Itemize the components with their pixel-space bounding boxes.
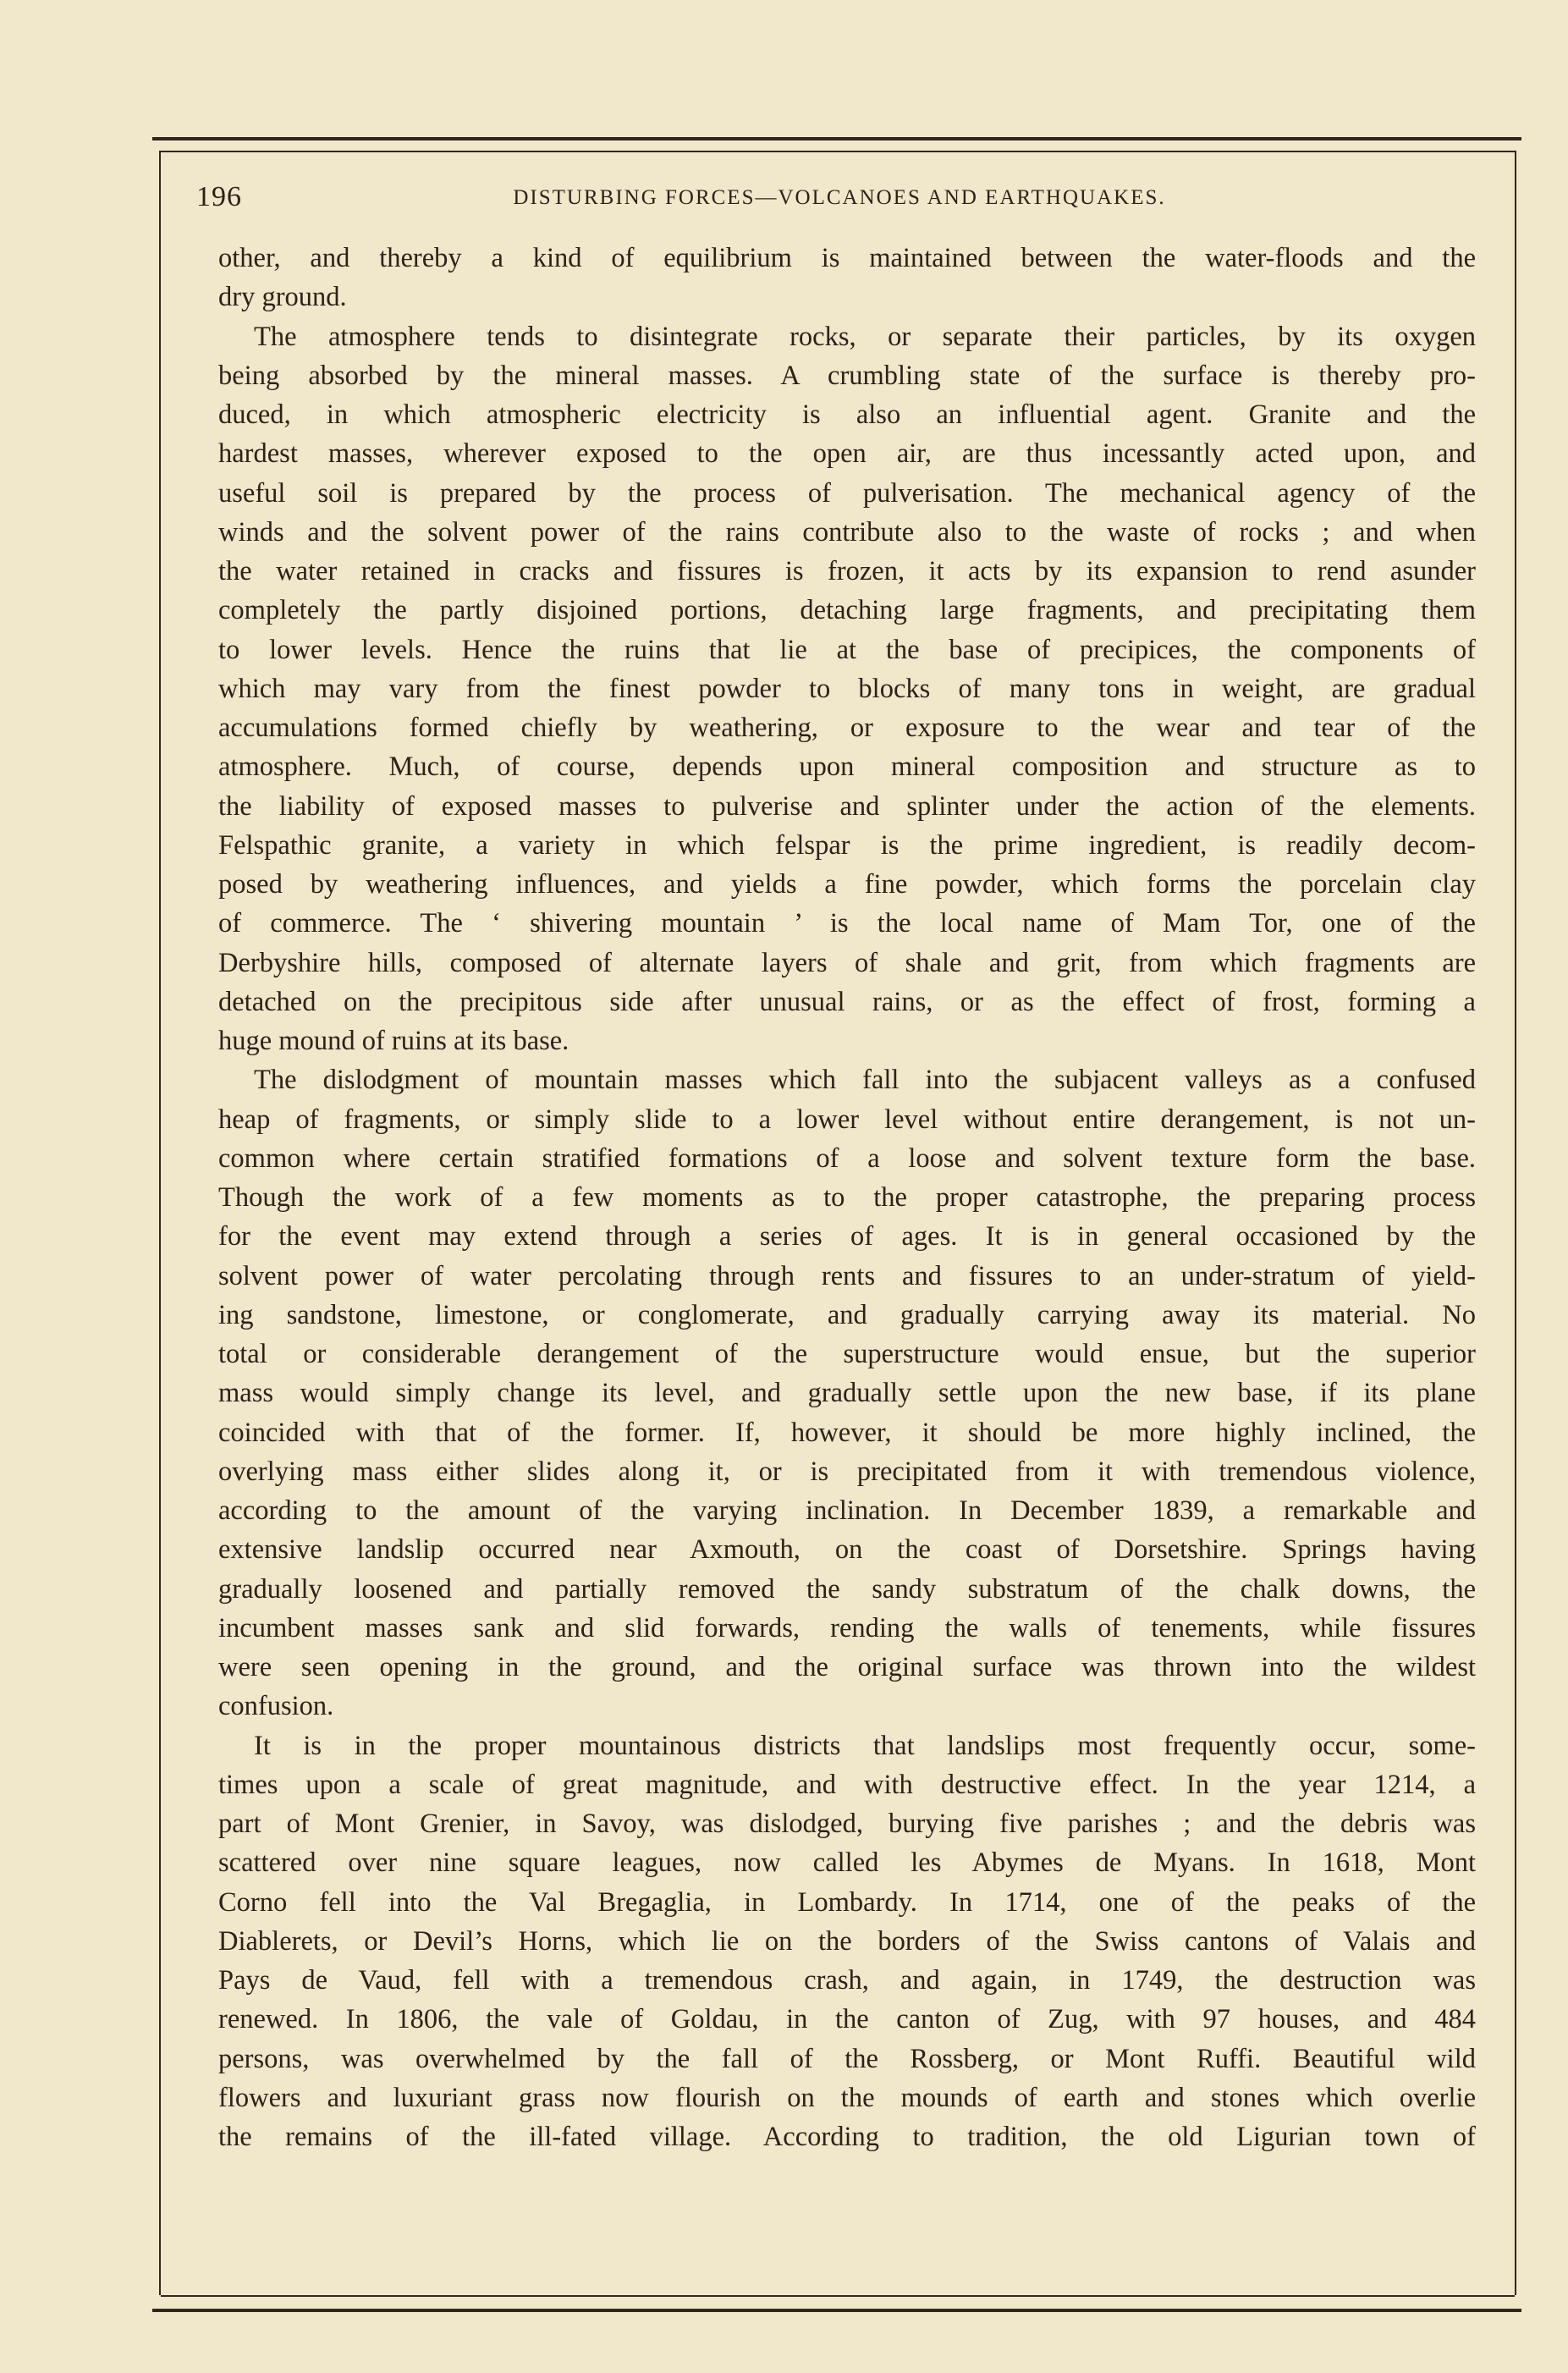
text-line: Though the work of a few moments as to the proper catastrophe, the preparing process	[218, 1182, 1476, 1213]
text-line: posed by weathering influences, and yields a fine powder, which forms the porcelain clay	[218, 869, 1476, 900]
text-line: It is in the proper mountainous districts that landslips most frequently occur, some-	[254, 1730, 1476, 1761]
text-line: huge mound of ruins at its base.	[218, 1026, 569, 1056]
text-line: persons, was overwhelmed by the fall of the Rossberg, or Mont Ruffi. Beautiful wild	[218, 2043, 1476, 2074]
bottom-border-thick	[152, 2309, 1521, 2312]
text-line: of commerce. The ‘ shivering mountain ’ is the local name of Mam Tor, one of the	[218, 908, 1476, 939]
text-line: which may vary from the finest powder to blocks of many tons in weight, are gradual	[218, 673, 1476, 704]
text-line: winds and the solvent power of the rains contribute also to the waste of rocks ; and when	[218, 516, 1476, 548]
text-line: dry ground.	[218, 282, 347, 313]
text-line: Felspathic granite, a variety in which felspar is the prime ingredient, is readily decom-	[218, 829, 1476, 861]
text-line: were seen opening in the ground, and the original surface was thrown into the wildest	[218, 1652, 1476, 1682]
text-line: The dislodgment of mountain masses which fall into the subjacent valleys as a confused	[254, 1065, 1476, 1096]
page-header	[196, 181, 1483, 215]
text-line: incumbent masses sank and slid forwards, rending the walls of tenements, while fissures	[218, 1612, 1476, 1643]
text-line: detached on the precipitous side after unusual rains, or as the effect of frost, forming a	[218, 986, 1476, 1017]
text-line: according to the amount of the varying inclination. In December 1839, a remarkable and	[218, 1495, 1476, 1526]
text-line: for the event may extend through a series of ages. It is in general occasioned by the	[218, 1221, 1476, 1253]
text-line: Pays de Vaud, fell with a tremendous crash, and again, in 1749, the destruction was	[218, 1965, 1476, 1996]
text-line: part of Mont Grenier, in Savoy, was dislodged, burying five parishes ; and the debris was	[218, 1809, 1476, 1839]
text-line: solvent power of water percolating through rents and fissures to an under-stratum of yield-	[218, 1260, 1476, 1291]
text-line: useful soil is prepared by the process of pulverisation. The mechanical agency of the	[218, 477, 1476, 509]
text-line: to lower levels. Hence the ruins that lie at the base of precipices, the components of	[218, 634, 1476, 665]
text-line: scattered over nine square leagues, now called les Abymes de Myans. In 1618, Mont	[218, 1847, 1476, 1879]
right-border	[1515, 151, 1516, 2295]
text-line: hardest masses, wherever exposed to the open air, are thus incessantly acted upon, and	[218, 438, 1476, 470]
text-line: common where certain stratified formations of a loose and solvent texture form the base.	[218, 1142, 1476, 1174]
text-line: extensive landslip occurred near Axmouth, on the coast of Dorsetshire. Springs having	[218, 1534, 1476, 1566]
text-line: atmosphere. Much, of course, depends upon mineral composition and structure as to	[218, 752, 1476, 783]
text-line: overlying mass either slides along it, or is precipitated from it with tremendous violence,	[218, 1456, 1476, 1487]
text-line: heap of fragments, or simply slide to a lower level without entire derangement, is not un-	[218, 1104, 1476, 1135]
body-text	[218, 239, 1476, 2156]
bottom-border-thin	[161, 2295, 1515, 2297]
text-line: confusion.	[218, 1691, 334, 1722]
top-border-thin	[161, 151, 1515, 152]
text-line: the remains of the ill-fated village. According to tradition, the old Ligurian town of	[218, 2122, 1476, 2152]
text-line: mass would simply change its level, and gradually settle upon the new base, if its plane	[218, 1378, 1476, 1409]
text-line: Diablerets, or Devil’s Horns, which lie on the borders of the Swiss cantons of Valais and	[218, 1925, 1476, 1957]
text-line: duced, in which atmospheric electricity is also an influential agent. Granite and the	[218, 399, 1476, 430]
text-line: accumulations formed chiefly by weathering, or exposure to the wear and tear of the	[218, 713, 1476, 743]
running-title: DISTURBING FORCES—VOLCANOES AND EARTHQUAKES.	[513, 186, 1166, 209]
text-line: coincided with that of the former. If, however, it should be more highly inclined, the	[218, 1417, 1476, 1448]
text-line: times upon a scale of great magnitude, and with destructive effect. In the year 1214, a	[218, 1769, 1476, 1800]
text-line: the water retained in cracks and fissures is frozen, it acts by its expansion to rend asunder	[218, 556, 1476, 586]
page-number: 196	[196, 181, 242, 212]
text-line: other, and thereby a kind of equilibrium is maintained between the water-floods and the	[218, 243, 1476, 273]
top-border-thick	[152, 137, 1521, 140]
text-line: gradually loosened and partially removed the sandy substratum of the chalk downs, the	[218, 1573, 1476, 1605]
left-border	[159, 151, 161, 2295]
text-line: Corno fell into the Val Bregaglia, in Lombardy. In 1714, one of the peaks of the	[218, 1886, 1476, 1918]
text-line: flowers and luxuriant grass now flourish on the mounds of earth and stones which overlie	[218, 2082, 1476, 2113]
text-line: the liability of exposed masses to pulverise and splinter under the action of the elements.	[218, 790, 1476, 822]
text-line: renewed. In 1806, the vale of Goldau, in the canton of Zug, with 97 houses, and 484	[218, 2004, 1476, 2035]
text-line: total or considerable derangement of the superstructure would ensue, but the superior	[218, 1339, 1476, 1369]
text-line: The atmosphere tends to disintegrate rocks, or separate their particles, by its oxygen	[254, 321, 1476, 352]
text-line: being absorbed by the mineral masses. A crumbling state of the surface is thereby pro-	[218, 360, 1476, 391]
text-line: ing sandstone, limestone, or conglomerate, and gradually carrying away its material. No	[218, 1299, 1476, 1330]
text-line: Derbyshire hills, composed of alternate layers of shale and grit, from which fragments are	[218, 947, 1476, 978]
text-line: completely the partly disjoined portions, detaching large fragments, and precipitating them	[218, 595, 1476, 626]
